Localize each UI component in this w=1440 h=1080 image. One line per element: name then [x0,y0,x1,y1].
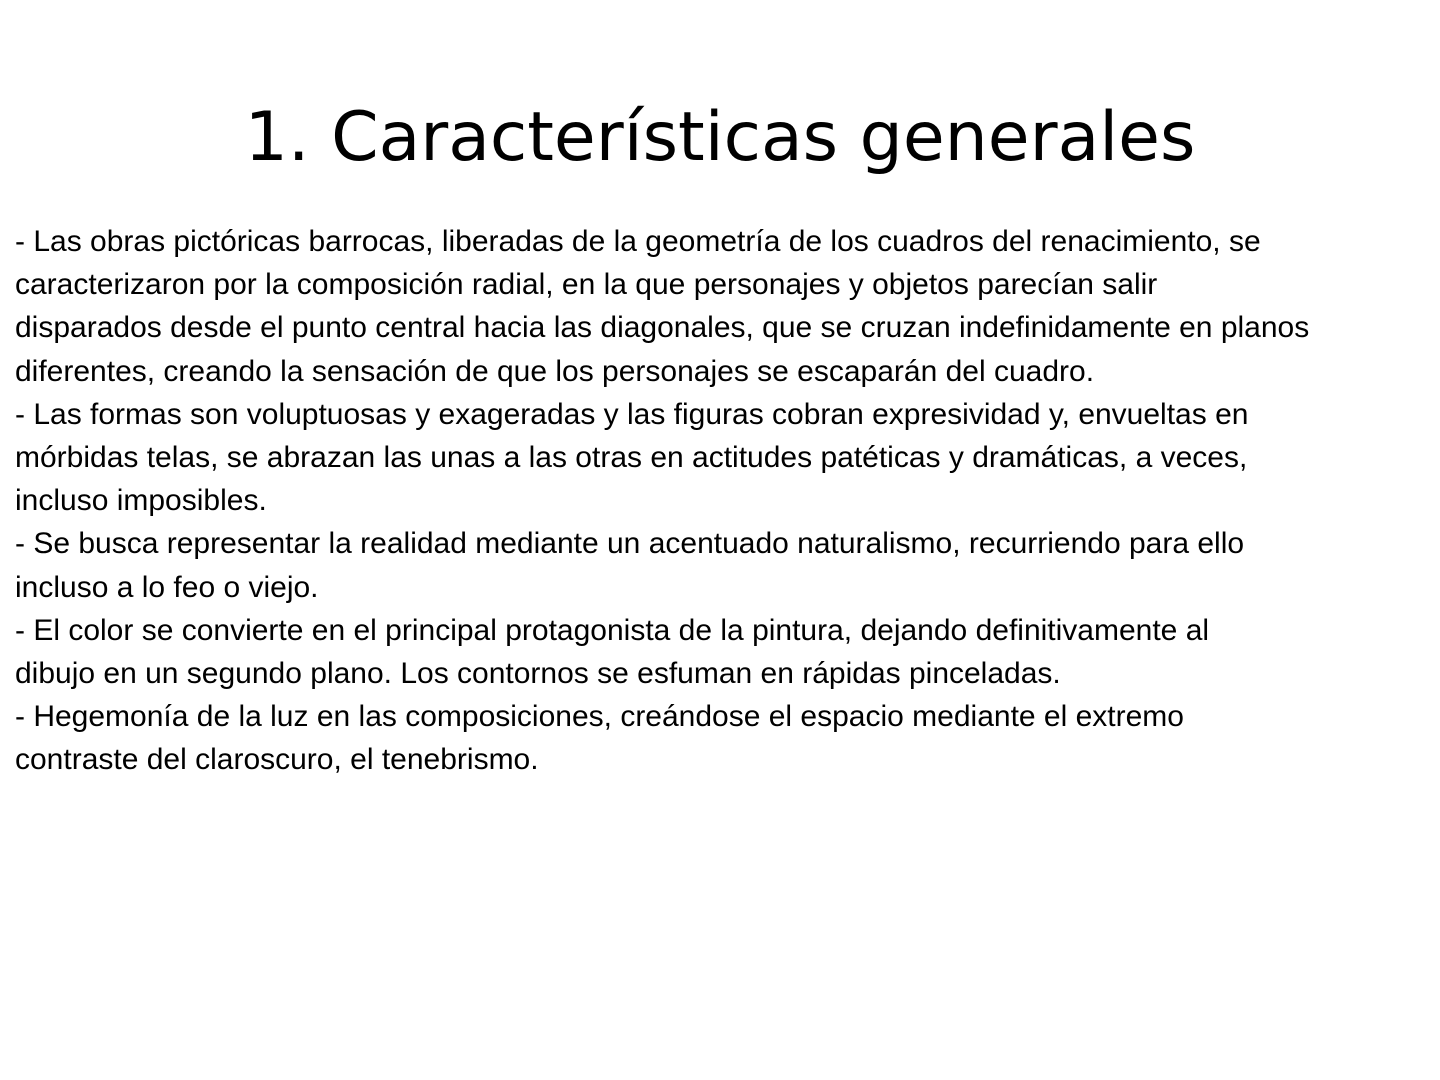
text-line: mórbidas telas, se abrazan las unas a las otras en actitudes patéticas y dramáticas, a veces, [15,441,1248,475]
paragraph-formas-voluptuosas [15,393,1430,523]
paragraph-composicion-radial [15,220,1430,393]
text-line: dibujo en un segundo plano. Los contornos se esfuman en rápidas pinceladas. [15,657,1061,691]
text-line: disparados desde el punto central hacia las diagonales, que se cruzan indefinidamente en planos [15,311,1310,345]
text-line: incluso a lo feo o viejo. [15,570,319,604]
text-line: - Se busca representar la realidad mediante un acentuado naturalismo, recurriendo para ello [15,527,1245,561]
text-line: incluso imposibles. [15,484,267,518]
paragraph-luz-tenebrismo [15,695,1430,781]
text-line: contraste del claroscuro, el tenebrismo. [15,743,539,777]
paragraph-color [15,609,1430,695]
text-line: - Las formas son voluptuosas y exageradas y las figuras cobran expresividad y, envueltas en [15,397,1249,431]
slide-title: 1. Características generales [244,98,1196,177]
slide-body [15,220,1430,782]
text-line: - Las obras pictóricas barrocas, liberadas de la geometría de los cuadros del renacimiento, se [15,225,1261,258]
text-line: diferentes, creando la sensación de que los personajes se escaparán del cuadro. [15,354,1095,388]
text-line: - El color se convierte en el principal protagonista de la pintura, dejando definitivamente al [15,613,1210,647]
text-line: - Hegemonía de la luz en las composiciones, creándose el espacio mediante el extremo [15,700,1184,734]
paragraph-naturalismo [15,522,1430,608]
text-line: caracterizaron por la composición radial, en la que personajes y objetos parecían salir [15,268,1158,302]
